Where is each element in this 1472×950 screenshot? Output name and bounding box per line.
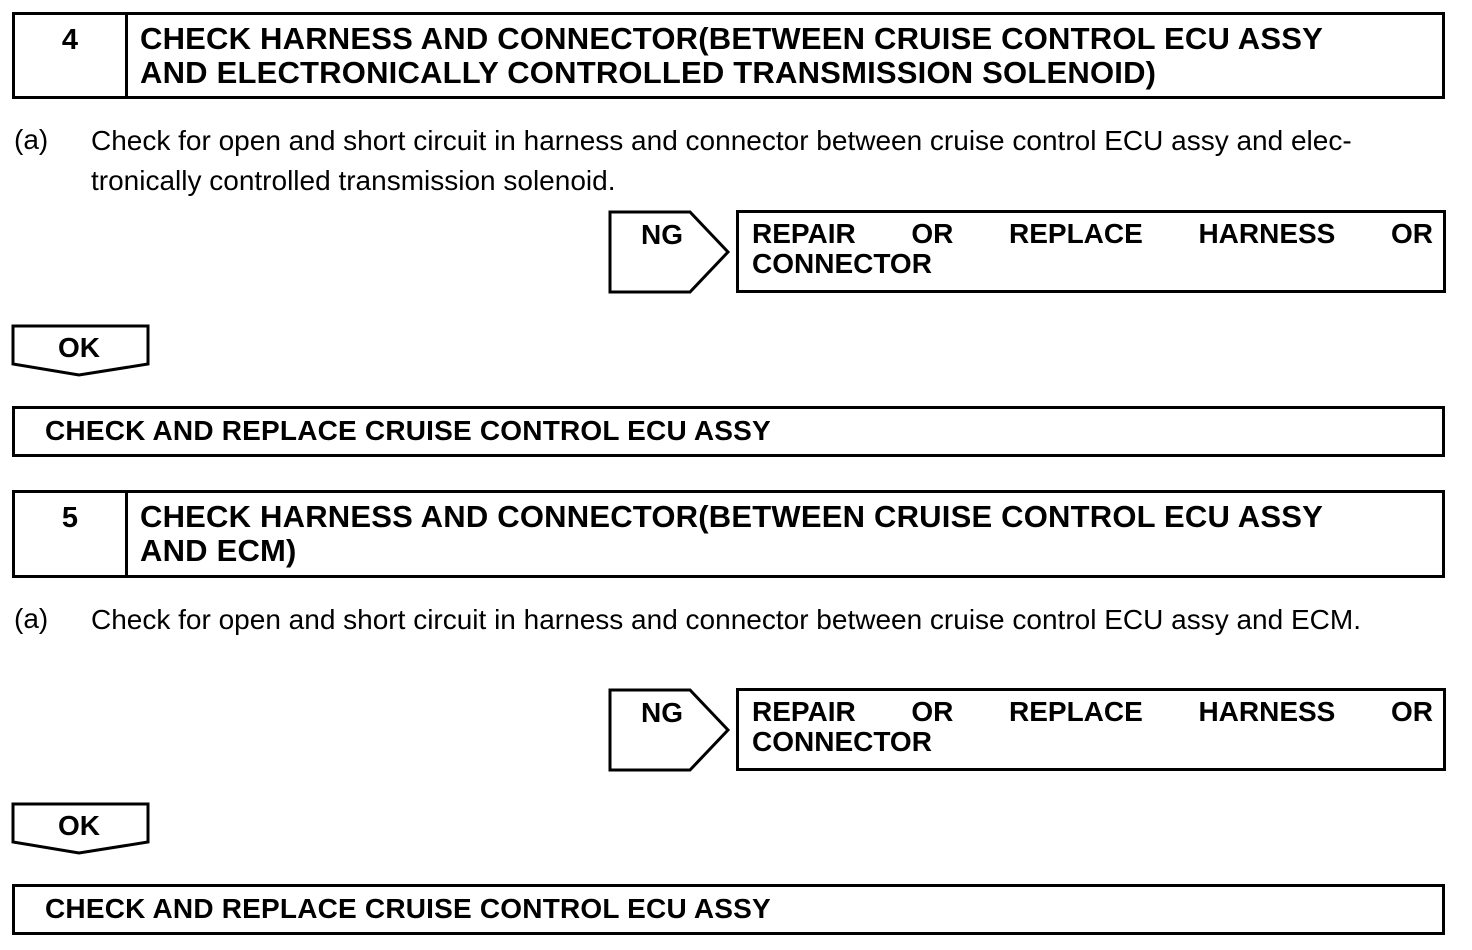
- ok-label: OK: [58, 332, 100, 363]
- ng-result-box: [736, 688, 1446, 771]
- ng-result-word: HARNESS: [1198, 218, 1336, 249]
- instruction-text: [91, 600, 1466, 640]
- ng-result-word: REPAIR: [752, 696, 856, 727]
- ng-result-word: HARNESS: [1198, 696, 1336, 727]
- instruction-text: [91, 121, 1461, 201]
- step-title: [128, 493, 1442, 575]
- step-5-header: [12, 490, 1445, 578]
- step-title-line: CHECK HARNESS AND CONNECTOR(BETWEEN CRUISE CONTROL ECU ASSY: [140, 21, 1323, 56]
- ng-result-word: OR: [911, 696, 954, 727]
- ng-result-line: CONNECTOR: [752, 248, 932, 279]
- ok-action-text: CHECK AND REPLACE CRUISE CONTROL ECU ASSY: [45, 415, 771, 446]
- instruction-line: tronically controlled transmission solenoid.: [91, 165, 616, 196]
- ng-result-line: [752, 219, 1433, 249]
- ok-action-box: [12, 884, 1445, 935]
- instruction-line: Check for open and short circuit in harness and connector between cruise control ECU assy and ECM.: [91, 604, 1361, 635]
- ng-result-box: [736, 210, 1446, 293]
- step-number: 5: [15, 493, 128, 575]
- step-title: [128, 15, 1442, 96]
- instruction-line: Check for open and short circuit in harness and connector between cruise control ECU assy and elec-: [91, 125, 1352, 156]
- ng-result-word: OR: [1391, 696, 1433, 727]
- ok-action-box: [12, 406, 1445, 457]
- step-4-header: [12, 12, 1445, 99]
- instruction-label: (a): [14, 603, 49, 634]
- ng-result-word: OR: [1391, 218, 1433, 249]
- step-title-line: AND ELECTRONICALLY CONTROLLED TRANSMISSION SOLENOID): [140, 55, 1157, 90]
- ok-action-text: CHECK AND REPLACE CRUISE CONTROL ECU ASSY: [45, 893, 771, 924]
- ok-label: OK: [58, 810, 100, 841]
- step-title-line: CHECK HARNESS AND CONNECTOR(BETWEEN CRUISE CONTROL ECU ASSY: [140, 499, 1323, 534]
- step-title-line: AND ECM): [140, 533, 297, 568]
- ng-result-line: [752, 697, 1433, 727]
- ng-result-word: REPAIR: [752, 218, 856, 249]
- ng-label: NG: [641, 219, 683, 250]
- ng-result-word: REPLACE: [1009, 218, 1143, 249]
- instruction-label: (a): [14, 124, 49, 155]
- step-number: 4: [15, 15, 128, 96]
- ng-label: NG: [641, 697, 683, 728]
- ng-result-line: CONNECTOR: [752, 726, 932, 757]
- ng-result-word: OR: [911, 218, 954, 249]
- ng-result-word: REPLACE: [1009, 696, 1143, 727]
